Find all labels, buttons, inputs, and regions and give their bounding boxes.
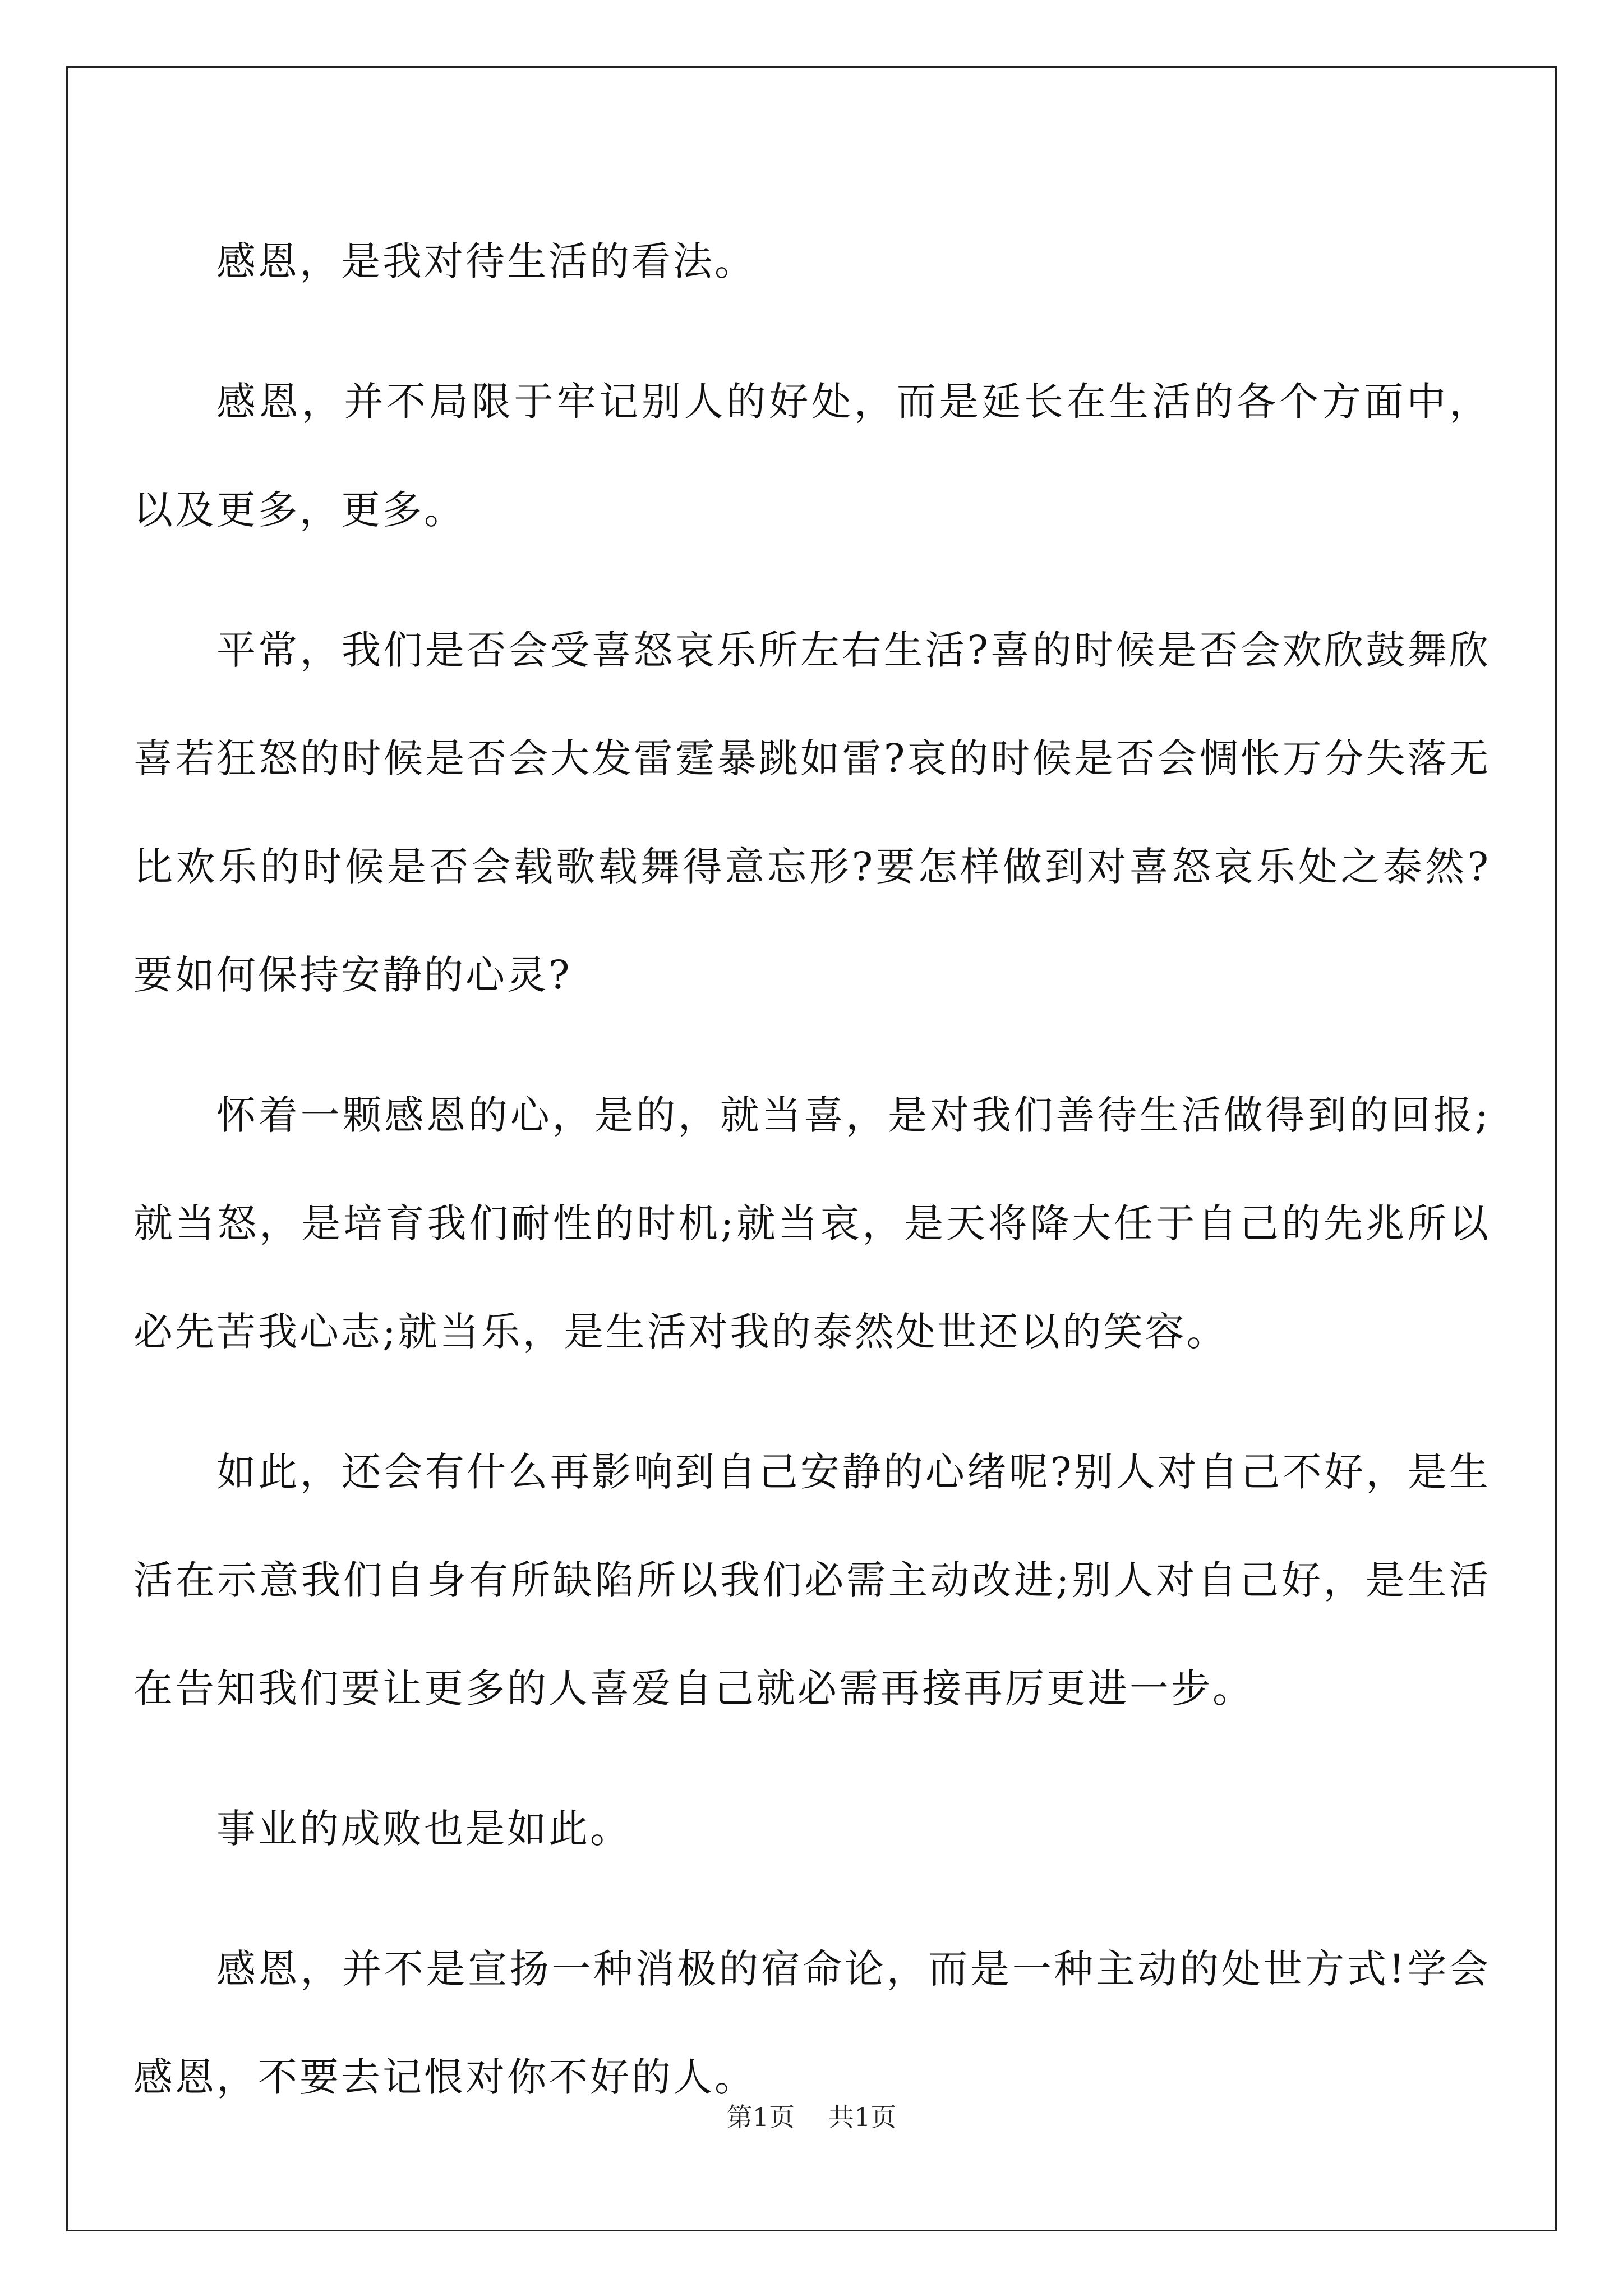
paragraph: 感恩，并不局限于牢记别人的好处，而是延长在生活的各个方面中，以及更多，更多。 bbox=[133, 379, 1491, 533]
page-number: 第1页 bbox=[726, 2102, 795, 2132]
paragraph: 感恩，是我对待生活的看法。 bbox=[216, 238, 756, 284]
document-body bbox=[133, 208, 1491, 2164]
paragraph: 如此，还会有什么再影响到自己安静的心绪呢?别人对自己不好，是生活在示意我们自身有所缺陷所以我们必需主动改进;别人对自己好，是生活在告知我们要让更多的人喜爱自己就必需再接再厉更进一步。 bbox=[133, 1449, 1491, 1711]
page-total: 共1页 bbox=[828, 2102, 897, 2132]
paragraph: 平常，我们是否会受喜怒哀乐所左右生活?喜的时候是否会欢欣鼓舞欣喜若狂怒的时候是否会大发雷霆暴跳如雷?哀的时候是否会惆怅万分失落无比欢乐的时候是否会载歌载舞得意忘形?要怎样做到对喜怒哀乐处之泰然?要如何保持安静的心灵? bbox=[133, 627, 1491, 998]
paragraph: 感恩，并不是宣扬一种消极的宿命论，而是一种主动的处世方式!学会感恩，不要去记恨对你不好的人。 bbox=[133, 1946, 1491, 2100]
paragraph: 事业的成败也是如此。 bbox=[216, 1806, 631, 1852]
paragraph: 怀着一颗感恩的心，是的，就当喜，是对我们善待生活做得到的回报;就当怒，是培育我们耐性的时机;就当哀，是天将降大任于自己的先兆所以必先苦我心志;就当乐，是生活对我的泰然处世还以的笑容。 bbox=[133, 1092, 1491, 1355]
page-footer bbox=[0, 2097, 1623, 2134]
